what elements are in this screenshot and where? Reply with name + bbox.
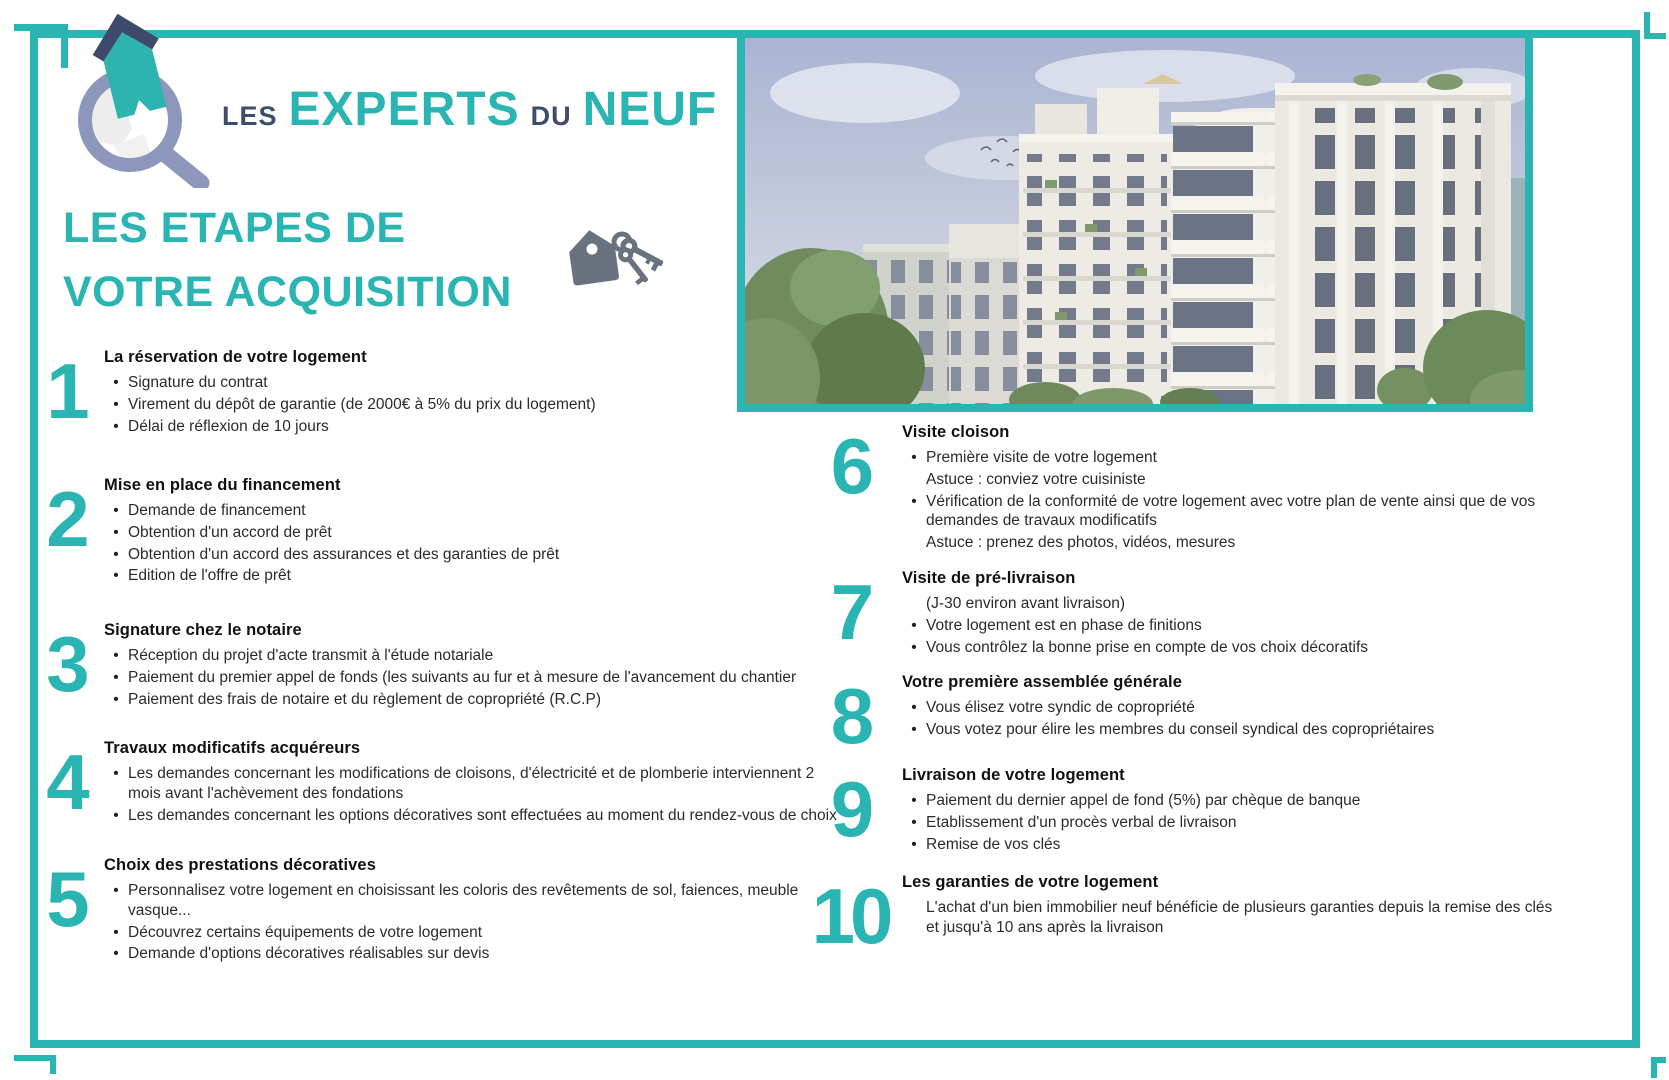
bullet-dot: • — [113, 945, 119, 963]
bullet-item — [902, 813, 1553, 833]
bullet-dot: • — [113, 765, 119, 782]
step-items — [902, 698, 1553, 740]
note-item — [902, 594, 1553, 614]
bullet-item — [902, 698, 1553, 718]
step — [40, 737, 846, 827]
brand-word-neuf: NEUF — [582, 83, 718, 136]
step-title: Mise en place du financement — [104, 476, 341, 494]
item-text: Remise de vos clés — [926, 835, 1061, 853]
item-text: Obtention d'un accord des assurances et des garanties de prêt — [128, 545, 560, 563]
item-text: Les demandes concernant les modifications de cloisons, d'électricité et de plomberie interviennent 2 mois avant l'achèvement des fondations — [128, 765, 815, 802]
item-text: Astuce : prenez des photos, vidéos, mesures — [926, 534, 1236, 552]
bullet-item — [104, 646, 846, 666]
item-text: Votre logement est en phase de finitions — [926, 616, 1202, 634]
bullet-item — [104, 417, 846, 437]
step — [808, 764, 1553, 856]
step-content — [104, 619, 846, 711]
item-text: L'achat d'un bien immobilier neuf bénéficie de plusieurs garanties depuis la remise des clés et jusqu'à 10 ans après la livraison — [926, 899, 1553, 936]
bullet-dot: • — [911, 835, 917, 853]
step-number: 1 — [46, 347, 88, 435]
bullet-item — [902, 835, 1553, 855]
item-text: Découvrez certains équipements de votre logement — [128, 923, 483, 941]
bullet-item — [104, 545, 846, 565]
item-text: Vous contrôlez la bonne prise en compte de vos choix décoratifs — [926, 638, 1369, 656]
step-number: 2 — [46, 475, 88, 563]
bullet-item — [104, 668, 846, 688]
house-keys-icon — [560, 220, 674, 301]
corner-mark-top-right — [1644, 12, 1666, 39]
bullet-dot: • — [911, 813, 917, 831]
step-items — [104, 764, 846, 825]
step-content — [902, 567, 1553, 659]
step — [808, 421, 1553, 555]
item-text: Paiement des frais de notaire et du règlement de copropriété (R.C.P) — [128, 690, 601, 708]
bullet-dot: • — [113, 395, 119, 413]
step-content — [902, 871, 1553, 953]
step-title: Livraison de votre logement — [902, 766, 1125, 784]
bullet-dot: • — [911, 492, 917, 510]
bullet-item — [902, 791, 1553, 811]
step — [40, 854, 846, 966]
bullet-item — [104, 764, 846, 804]
bullet-dot: • — [113, 567, 119, 585]
step — [808, 671, 1553, 760]
page-title-line2: VOTRE ACQUISITION — [63, 268, 512, 316]
bullet-dot: • — [113, 523, 119, 541]
step-content — [104, 474, 846, 588]
item-text: Vérification de la conformité de votre logement avec votre plan de vente ainsi que de vos demandes de travaux modificatifs — [926, 492, 1536, 530]
bullet-dot: • — [911, 792, 917, 809]
bullet-dot: • — [113, 923, 119, 941]
step-number: 6 — [830, 422, 870, 510]
item-text: Première visite de votre logement — [926, 449, 1157, 466]
corner-mark-bottom-left — [14, 1055, 56, 1074]
bullet-item — [902, 448, 1553, 468]
step-items — [104, 646, 846, 709]
bullet-item — [104, 806, 846, 826]
step-title: Travaux modificatifs acquéreurs — [104, 739, 361, 757]
step — [40, 619, 846, 711]
bullet-dot: • — [911, 699, 917, 716]
bullet-item — [902, 492, 1553, 532]
step-number: 10 — [811, 872, 889, 960]
brand-word-experts: EXPERTS — [288, 83, 520, 136]
bullet-item — [104, 923, 846, 943]
step-content — [104, 854, 846, 966]
step — [808, 567, 1553, 659]
item-text: Edition de l'offre de prêt — [128, 567, 291, 585]
step-number: 8 — [830, 672, 870, 760]
step-items — [902, 791, 1553, 854]
brand-word-les: LES — [222, 101, 278, 131]
brand-word-du: DU — [530, 101, 572, 131]
item-text: Personnalisez votre logement en choisissant les coloris des revêtements de sol, faiences, meuble vasque... — [128, 882, 799, 919]
bullet-item — [104, 690, 846, 710]
step-title: Choix des prestations décoratives — [104, 856, 376, 874]
step-title: Visite cloison — [902, 423, 1010, 441]
bullet-dot: • — [113, 647, 119, 664]
bullet-item — [104, 881, 846, 921]
step-items — [902, 448, 1553, 553]
item-text: Les demandes concernant les options décoratives sont effectuées au moment du rendez-vous de choix — [128, 806, 837, 824]
bullet-item — [902, 638, 1553, 658]
bullet-dot: • — [113, 882, 119, 899]
step-title: La réservation de votre logement — [104, 348, 367, 366]
step-content — [902, 764, 1553, 856]
step-title: Les garanties de votre logement — [902, 873, 1159, 891]
item-text: Demande d'options décoratives réalisables sur devis — [128, 945, 490, 963]
bullet-dot: • — [911, 449, 917, 466]
step — [40, 346, 846, 438]
step-number: 7 — [830, 568, 870, 656]
bullet-dot: • — [113, 690, 119, 708]
item-text: Demande de financement — [128, 502, 306, 519]
step-content — [104, 737, 846, 827]
note-item — [902, 470, 1553, 490]
item-text: Etablissement d'un procès verbal de livraison — [926, 813, 1237, 831]
item-text: Paiement du premier appel de fonds (les suivants au fur et à mesure de l'avancement du chantier — [128, 668, 797, 686]
item-text: Paiement du dernier appel de fond (5%) par chèque de banque — [926, 792, 1361, 809]
bullet-dot: • — [911, 616, 917, 634]
item-text: Virement du dépôt de garantie (de 2000€ à 5% du prix du logement) — [128, 395, 596, 413]
step-items — [902, 594, 1553, 657]
house-magnifier-icon — [50, 2, 216, 193]
building-photo — [737, 30, 1533, 412]
corner-mark-bottom-right — [1651, 1057, 1666, 1078]
bullet-dot: • — [113, 545, 119, 563]
step-content — [902, 421, 1553, 555]
item-text: Astuce : conviez votre cuisiniste — [926, 470, 1146, 488]
bullet-item — [104, 501, 846, 521]
bullet-item — [104, 523, 846, 543]
bullet-item — [104, 566, 846, 586]
item-text: Vous votez pour élire les membres du conseil syndical des copropriétaires — [926, 720, 1435, 738]
item-text: (J-30 environ avant livraison) — [926, 595, 1126, 612]
bullet-dot: • — [113, 806, 119, 824]
bullet-item — [104, 373, 846, 393]
step-title: Votre première assemblée générale — [902, 673, 1182, 691]
note-item — [902, 533, 1553, 553]
bullet-dot: • — [911, 638, 917, 656]
step — [808, 871, 1553, 960]
step-number: 5 — [46, 855, 88, 943]
bullet-dot: • — [113, 668, 119, 686]
step-number: 9 — [830, 765, 870, 853]
step-number: 4 — [46, 738, 88, 826]
step-content — [902, 671, 1553, 753]
item-text: Réception du projet d'acte transmit à l'étude notariale — [128, 647, 494, 664]
item-text: Délai de réflexion de 10 jours — [128, 417, 329, 435]
bullet-item — [104, 944, 846, 964]
step-items — [104, 501, 846, 586]
step-title: Visite de pré-livraison — [902, 569, 1076, 587]
step-title: Signature chez le notaire — [104, 621, 302, 639]
bullet-item — [902, 616, 1553, 636]
step-items — [104, 881, 846, 964]
step-items — [902, 898, 1553, 938]
brand-logo — [50, 2, 717, 193]
item-text: Vous élisez votre syndic de copropriété — [926, 699, 1195, 716]
item-text: Obtention d'un accord de prêt — [128, 523, 332, 541]
step-items — [104, 373, 846, 436]
step-content — [104, 346, 846, 438]
step — [40, 474, 846, 588]
bullet-dot: • — [113, 417, 119, 435]
bullet-dot: • — [911, 720, 917, 738]
item-text: Signature du contrat — [128, 374, 268, 391]
page-title — [63, 196, 512, 324]
step-number: 3 — [46, 620, 88, 708]
building-photo-illustration — [745, 38, 1525, 404]
brand-wordmark — [222, 82, 717, 137]
bullet-dot: • — [113, 374, 119, 391]
bullet-item — [902, 720, 1553, 740]
bullet-dot: • — [113, 502, 119, 519]
bullet-item — [104, 395, 846, 415]
note-item — [902, 898, 1553, 938]
page-title-line1: LES ETAPES DE — [63, 204, 406, 252]
